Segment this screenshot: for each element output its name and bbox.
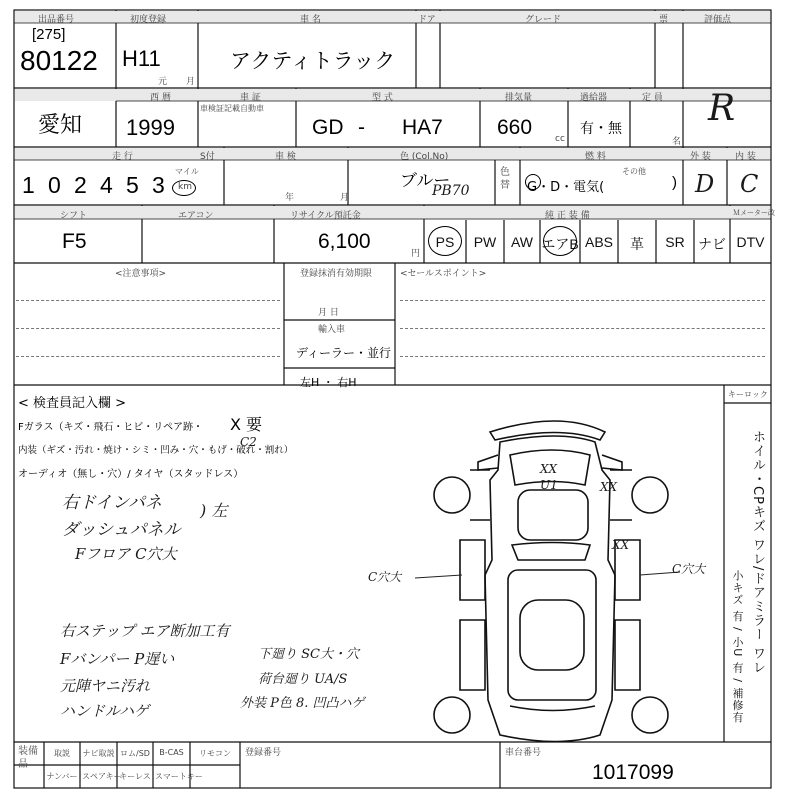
diag-mark-top2: U1 [540, 478, 558, 492]
hw-note-side: ) 左 [200, 501, 228, 520]
hw-note-6: 元陣ヤニ汚れ [60, 677, 151, 695]
model-prefix: GD [312, 116, 344, 139]
color-code: PB70 [432, 183, 470, 199]
lot-number: 80122 [20, 45, 98, 76]
door-label: ドア [418, 15, 436, 25]
equipment-8: DTV [736, 234, 765, 250]
exterior-value: D [695, 170, 715, 198]
rating-value: R [708, 88, 736, 129]
equipment-5: 革 [630, 236, 644, 252]
model-dash: - [358, 116, 365, 139]
sales-point-label: <セールスポイント> [400, 269, 487, 279]
sales-line-2 [400, 328, 765, 329]
mileage-label: 走 行 [112, 152, 133, 162]
shift-value: F5 [62, 230, 87, 253]
diag-mark-left-mid: XX [612, 538, 630, 552]
mileage-d5: 5 [126, 172, 139, 198]
fuel-other: その他 [622, 167, 646, 176]
rating-label: 評価点 [704, 15, 732, 25]
key-label: キーロック [728, 390, 768, 399]
mileage-d4: 4 [100, 172, 113, 198]
mile-unit: マイル [175, 167, 199, 176]
caution-label: <注意事項> [115, 269, 167, 279]
footer-r2-item-2: キーレス [119, 772, 151, 781]
first-reg-sub-2: 月 [186, 77, 196, 87]
region: 愛知 [38, 113, 83, 138]
lot-label: 出品番号 [38, 15, 75, 25]
equipment-circle-3 [543, 226, 577, 256]
equipment-0: PS [435, 234, 455, 250]
fuel-close: ) [672, 174, 677, 191]
inspector-title: < 検査員記入欄 > [18, 396, 127, 411]
mileage-d3: 2 [74, 172, 87, 198]
hw-right-1: 下廻り SC大・穴 [258, 647, 359, 662]
footer-r1-item-4: リモコン [199, 749, 231, 758]
displacement-unit: cc [555, 134, 565, 144]
footer-r1-item-3: B-CAS [159, 748, 184, 757]
equipment-label: 純 正 装 備 [545, 211, 590, 221]
hw-note-7: ハンドルハゲ [60, 702, 149, 720]
hw-note-1: 右ドインパネ [62, 493, 162, 513]
note-line-1 [16, 300, 280, 301]
mileage-check-label: Ｍメーター改 [733, 209, 775, 217]
fglass-line: Fガラス（キズ・飛石・ヒビ・リペア跡・ [18, 422, 204, 433]
mileage-d6: 3 [152, 172, 165, 198]
color-label: 色 (Col.No) [400, 152, 449, 162]
interior-value: C [740, 170, 759, 198]
lot-bracket: [275] [32, 26, 66, 43]
equipment-2: AW [510, 234, 534, 250]
fglass-mark: X 要 [230, 415, 263, 434]
model-label: 型 式 [372, 93, 393, 103]
model-year: 1999 [126, 115, 175, 140]
shift-label: シフト [60, 211, 88, 221]
footer-r1-item-2: ロム/SD [120, 749, 150, 758]
note-line-3 [16, 356, 280, 357]
car-name-label: 車 名 [300, 15, 321, 25]
first-reg-label: 初度登録 [130, 15, 167, 25]
vertical-legend-2: 小キズ 有 / 小U 有 / 補修有 [731, 570, 744, 724]
hw-note-4: 右ステップ エア断加工有 [60, 622, 230, 640]
interior-line: 内装（ギズ・汚れ・焼け・シミ・凹み・穴・もげ・破れ・割れ） [18, 445, 294, 456]
first-reg-sub-1: 元 [158, 77, 168, 87]
equipment-circle-0 [428, 226, 462, 256]
footer-r2-item-3: スマートキー [155, 772, 203, 781]
vertical-legend: ホイル・CPキズ ワレ/ドアミラー ワレ [750, 430, 765, 675]
footer-r1-item-0: 取説 [54, 749, 70, 758]
vote-label: 票 [659, 15, 669, 25]
diag-label-left: C穴大 [368, 570, 402, 584]
hw-note-5: Fバンパー P遅い [60, 650, 175, 668]
chassis-label: 車台番号 [505, 748, 542, 758]
fuel-value: G・D・電気( [527, 180, 605, 195]
equipment-6: SR [665, 234, 685, 250]
car-name: アクティトラック [230, 49, 396, 73]
diag-mark-top: XX [540, 462, 558, 476]
diag-mark-right-door: XX [600, 480, 618, 494]
year-label: 西 暦 [150, 93, 171, 103]
hw-note-3: Fフロア C穴大 [75, 545, 177, 563]
displacement-label: 排気量 [505, 93, 533, 103]
steering: 左H ・ 右H [300, 376, 357, 389]
sales-line-3 [400, 356, 765, 357]
equipment-7: ナビ [698, 236, 726, 252]
recycle-label: リサイクル預託金 [290, 211, 361, 221]
footer-r1-item-1: ナビ取説 [82, 749, 115, 758]
displacement: 660 [497, 116, 533, 139]
hw-note-2: ダッシュパネル [62, 520, 181, 540]
equipment-4: ABS [584, 234, 613, 250]
reg-expiry-label: 登録抹消有効期限 [300, 269, 373, 279]
equipment-1: PW [473, 234, 497, 250]
capacity-label: 定 員 [642, 93, 663, 103]
cert-label: 車 証 [240, 93, 261, 103]
reg-number-label: 登録番号 [245, 748, 282, 758]
diag-label-right: C穴大 [672, 562, 706, 576]
note-line-2 [16, 328, 280, 329]
inspection-year: 年 [285, 193, 295, 203]
capacity-unit: 名 [672, 137, 682, 147]
grade-label: グレード [525, 15, 562, 25]
hw-right-2: 荷台廻り UA/S [258, 672, 348, 687]
inspection-month: 月 [340, 193, 350, 203]
diag-mark-top-right: C2 [240, 435, 257, 449]
chassis-number: 1017099 [592, 761, 674, 784]
fuel-label: 燃 料 [585, 152, 606, 162]
aircon-label: エアコン [178, 211, 214, 221]
import-label: 輸入車 [318, 325, 346, 335]
turbo-value: 有・無 [580, 121, 622, 137]
color-value: ブルー [400, 171, 451, 191]
color-side: 色替 [500, 167, 510, 191]
fuel-g-circle [525, 174, 541, 190]
recycle-unit: 円 [411, 249, 421, 259]
recycle-value: 6,100 [318, 230, 371, 253]
model-code: HA7 [402, 116, 443, 139]
km-unit: km [178, 182, 192, 192]
mileage-d2: 0 [48, 172, 61, 198]
interior-label: 内 装 [735, 152, 756, 162]
inspection-label: 車 検 [275, 152, 296, 162]
state-label: S付 [200, 152, 215, 162]
month-day: 月 日 [318, 308, 339, 318]
import-options: ディーラー・並行 [296, 346, 392, 360]
first-reg-era: H11 [122, 46, 161, 71]
mileage-d1: 1 [22, 172, 35, 198]
turbo-label: 過給器 [580, 93, 608, 103]
audio-line: オーディオ（無し・穴）/ タイヤ（スタッドレス） [18, 469, 244, 480]
exterior-label: 外 装 [690, 152, 711, 162]
items-label: 装備品 [18, 746, 38, 770]
footer-r2-item-0: ナンバー [46, 772, 78, 781]
cert-note: 車検証記載自動車 [200, 104, 264, 113]
hw-right-3: 外装 P色 8. 凹凸ハゲ [240, 696, 365, 711]
equipment-3: エアB [541, 236, 579, 252]
footer-r2-item-1: スペアキー [82, 772, 122, 781]
sales-line-1 [400, 300, 765, 301]
